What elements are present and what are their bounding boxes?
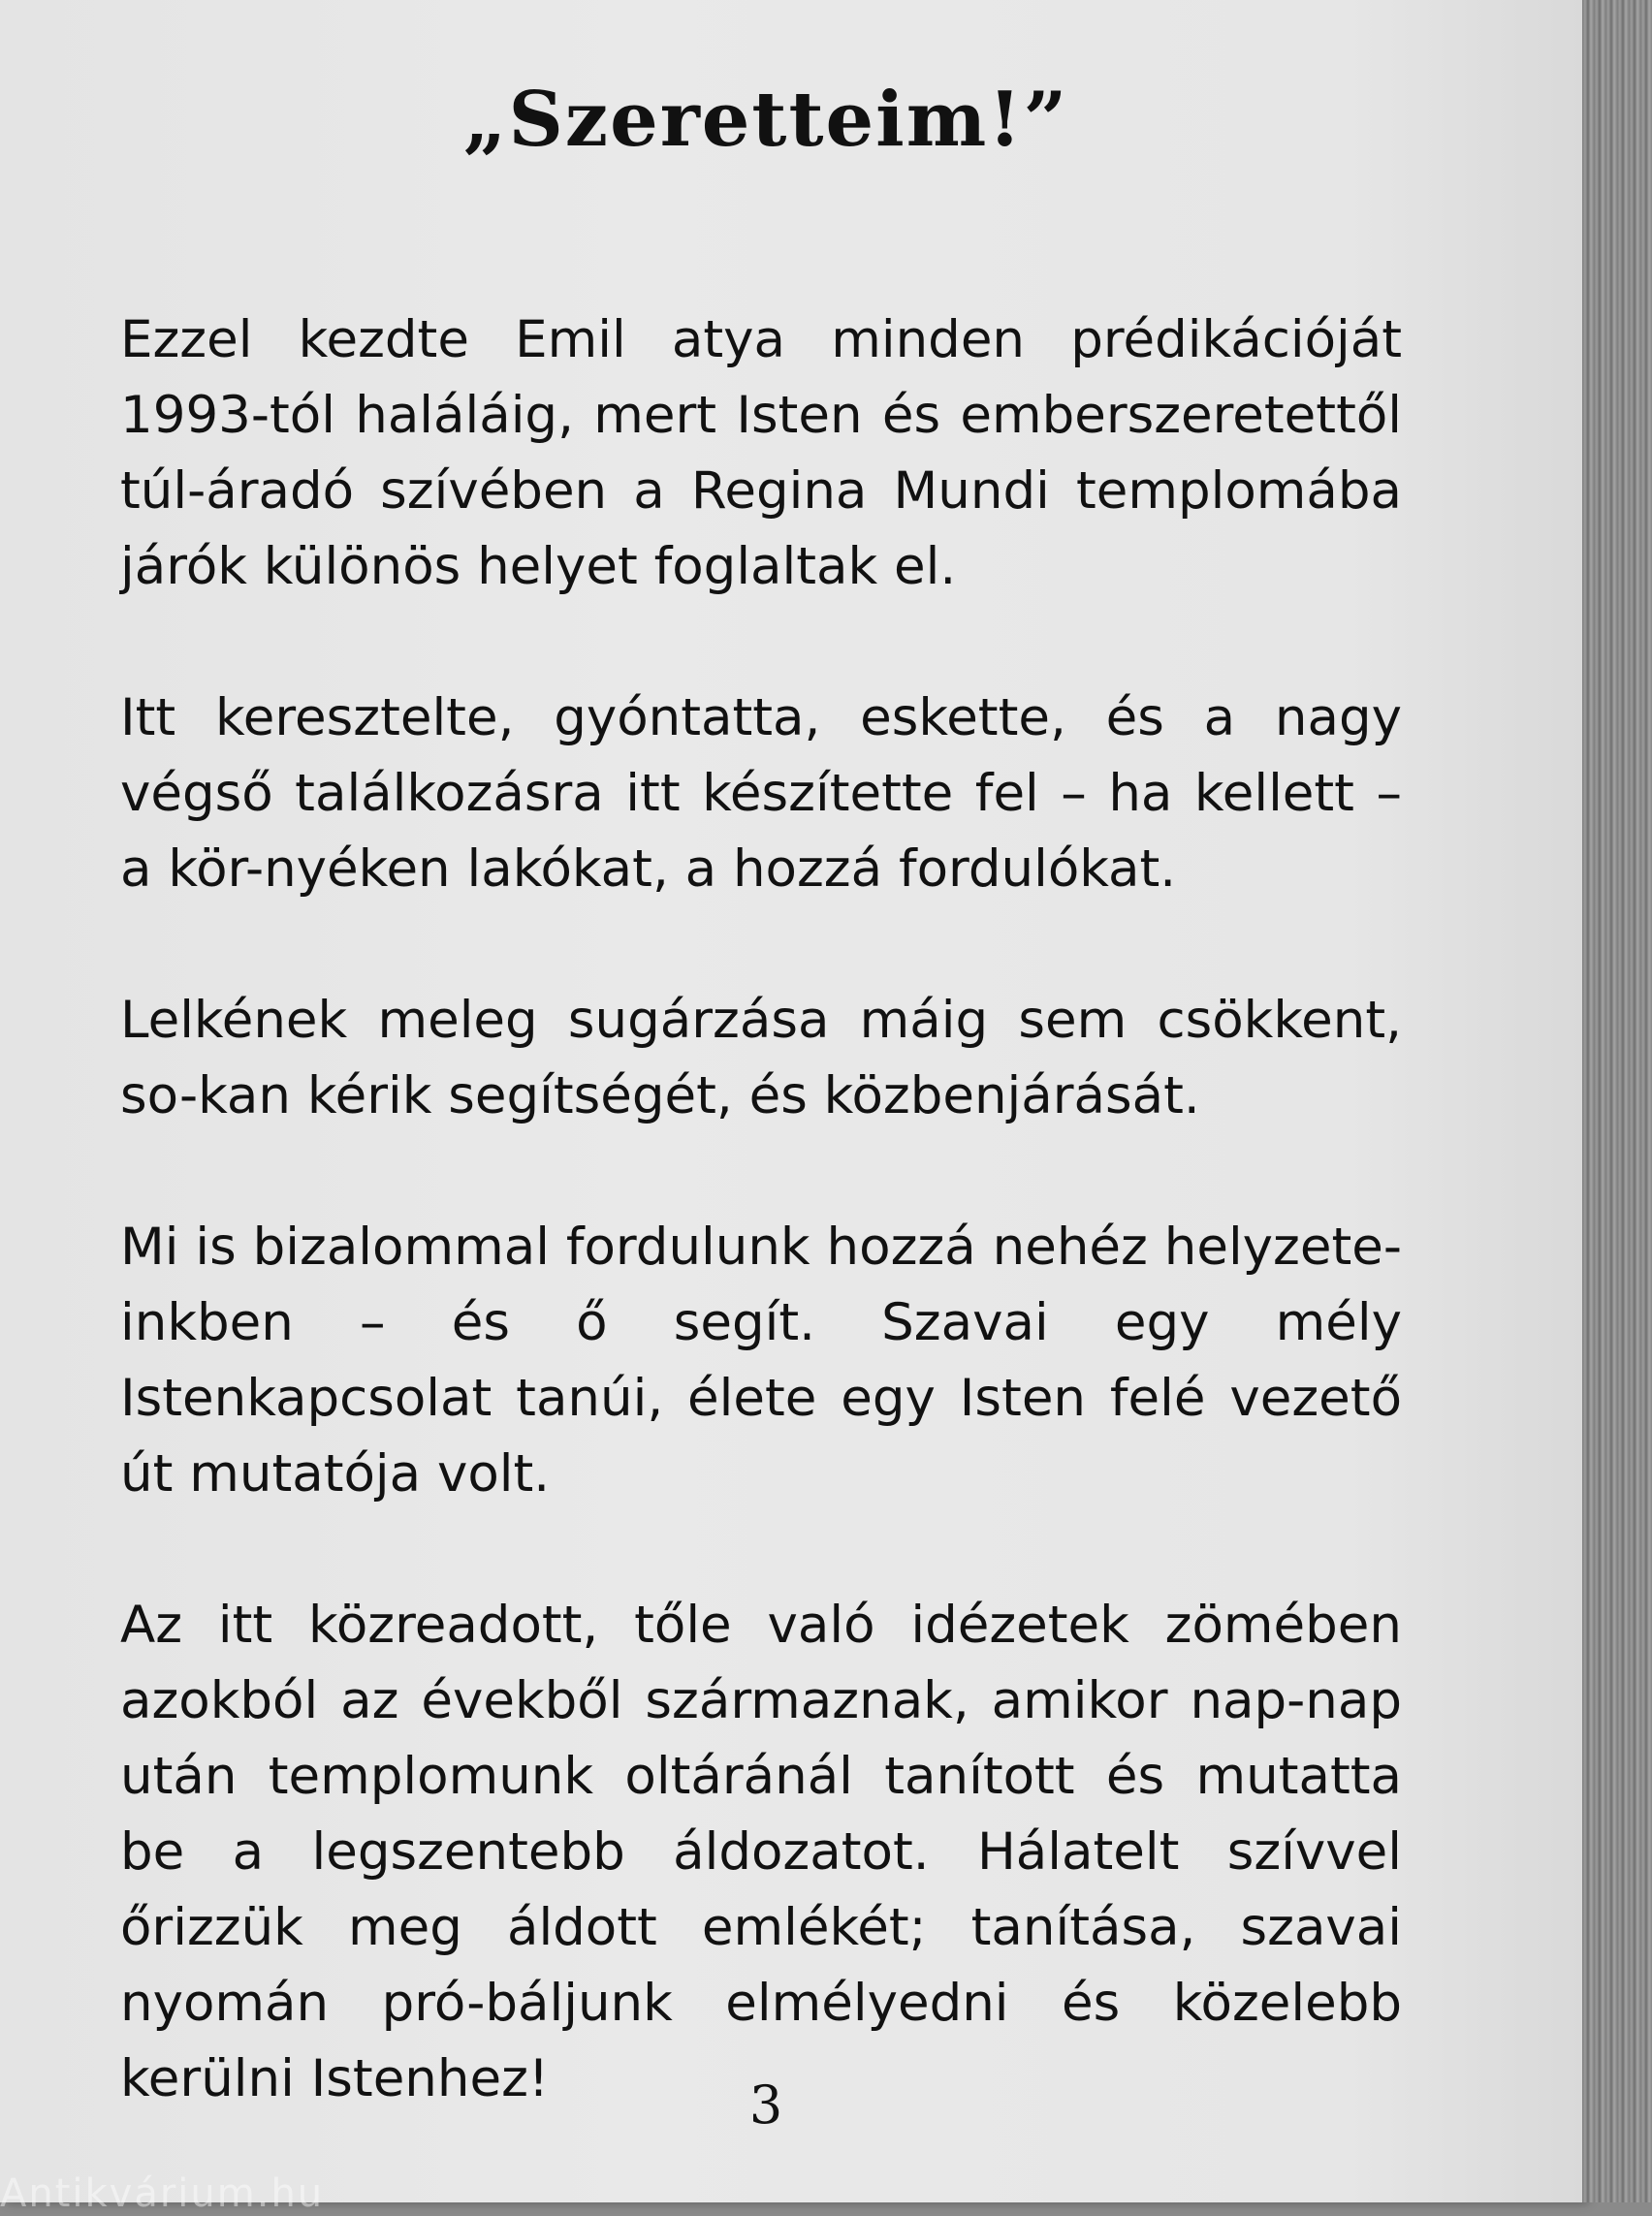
watermark: Antikvárium.hu [0,2171,325,2216]
page-number: 3 [748,2074,783,2136]
page-edge-stack [1582,0,1652,2202]
page-title: „Szeretteim!” [462,76,1069,164]
paragraph-3: Lelkének meleg sugárzása máig sem csökkent, so-kan kérik segítségét, és közbenjárását. [120,991,1402,1125]
paragraph-5: Az itt közreadott, tőle való idézetek zömében azokból az évekből származnak, amikor nap-nap után templomunk oltáránál tanított és mutatta be a legszentebb áldozatot. Hálatelt szívvel őrizzük meg áldott emlékét; tanítása, szavai nyomán pró-báljunk elmélyedni és közelebb kerülni Istenhez! [120,1596,1402,2108]
paragraph-1: Ezzel kezdte Emil atya minden prédikációját 1993-tól haláláig, mert Isten és emberszeretettől túl-áradó szívében a Regina Mundi templomába járók különös helyet foglaltak el. [120,310,1402,596]
paragraph-2: Itt keresztelte, gyóntatta, eskette, és a nagy végső találkozásra itt készítette fel – ha kellett – a kör-nyéken lakókat, a hozzá fordulókat. [120,688,1402,899]
body-text [120,302,1402,2193]
paragraph-4: Mi is bizalommal fordulunk hozzá nehéz helyzete-inkben – és ő segít. Szavai egy mély Istenkapcsolat tanúi, élete egy Isten felé vezető út mutatója volt. [120,1218,1402,1504]
